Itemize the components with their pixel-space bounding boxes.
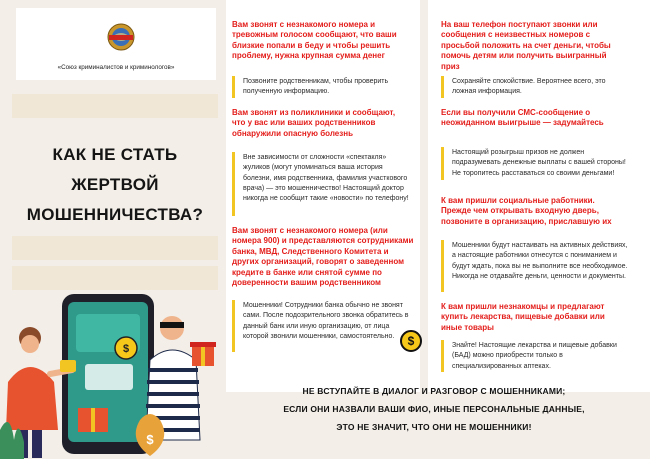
- warning-title: Вам звонят с незнакомого номера и тревожным голосом сообщают, что ваши близкие попали в беду и чтобы решить проблему, нужна крупная сумма денег: [232, 20, 397, 61]
- title-line: ЖЕРТВОЙ: [71, 175, 159, 194]
- warning-title: Вам звонят из поликлиники и сообщают, что у вас или ваших родственников обнаружили опасную болезнь: [232, 108, 396, 138]
- svg-text:$: $: [146, 432, 154, 447]
- warning-title: Вам звонят с незнакомого номера (или номера 900) и представляются сотрудниками банка, МВД, Следственного Комитета и других организаций, говорят о заведенном кредите в банке или снятой сумме по доверенности вашим родственником: [232, 226, 414, 288]
- accent-bar: [441, 340, 444, 372]
- advice-text: Настоящий розыгрыш призов не должен подразумевать денежные выплаты с вашей стороны! Не торопитесь расставаться со своими деньгами!: [452, 149, 626, 177]
- title-line: МОШЕННИЧЕСТВА?: [26, 205, 204, 224]
- gutter: [218, 0, 226, 392]
- logo-box: [16, 8, 216, 80]
- decor-bar: [12, 266, 218, 290]
- svg-text:$: $: [122, 343, 130, 355]
- accent-bar: [441, 147, 444, 180]
- gutter: [420, 0, 428, 392]
- decor-bar: [12, 94, 218, 118]
- warning-title: Если вы получили СМС-сообщение о неожиданном выигрыше — задумайтесь: [441, 108, 604, 128]
- accent-bar: [441, 76, 444, 98]
- advice-text: Мошенники! Сотрудники банка обычно не звонят сами. После подозрительного звонка обратитесь в данный банк или иную организацию, от лица которой звонили мошенники, самостоятельно.: [243, 302, 409, 340]
- page-title: [12, 140, 218, 230]
- advice-text: Знайте! Настоящие лекарства и пищевые добавки (БАД) можно приобрести только в специализированных аптеках.: [452, 342, 617, 370]
- accent-bar: [232, 76, 235, 98]
- dollar-coin-icon: $: [400, 330, 422, 352]
- advice-text: Сохраняйте спокойствие. Вероятнее всего, это ложная информация.: [452, 78, 606, 96]
- warning-title: На ваш телефон поступают звонки или сообщения с неизвестных номеров с просьбой положить на счет деньги, чтобы помочь детям или получить выигранный приз: [441, 20, 611, 71]
- fraud-illustration: [0, 290, 218, 459]
- accent-bar: [232, 152, 235, 216]
- accent-bar: [232, 300, 235, 352]
- organization-caption: «Союз криминалистов и криминологов»: [57, 64, 175, 71]
- advice-text: Позвоните родственникам, чтобы проверить полученную информацию.: [243, 78, 389, 96]
- title-line: КАК НЕ СТАТЬ: [52, 145, 178, 164]
- warning-line: НЕ ВСТУПАЙТЕ В ДИАЛОГ И РАЗГОВОР С МОШЕННИКАМИ;: [302, 386, 566, 396]
- warning-line: ЕСЛИ ОНИ НАЗВАЛИ ВАШИ ФИО, ИНЫЕ ПЕРСОНАЛЬНЫЕ ДАННЫЕ,: [283, 404, 585, 414]
- decor-bar: [12, 236, 218, 260]
- warning-title: К вам пришли незнакомцы и предлагают купить лекарства, пищевые добавки или иные товары: [441, 302, 605, 332]
- advice-text: Вне зависимости от сложности «спектакля» жуликов (могут упоминаться ваша история болезни, имя родственника, фамилия участкового врача) — это мошенничество! Настоящий доктор никогда не сообщит такие «новости» по телефону!: [243, 154, 409, 203]
- accent-bar: [441, 240, 444, 292]
- warning-line: ЭТО НЕ ЗНАЧИТ, ЧТО ОНИ НЕ МОШЕННИКИ!: [336, 422, 532, 432]
- advice-text: Мошенники будут настаивать на активных действиях, а настоящие работники отнесутся с пониманием и будут ждать, пока вы не выполните все необходимое. Никогда не отдавайте деньги, ценности и документы.: [452, 242, 628, 280]
- left-panel: [0, 0, 218, 459]
- organization-logo: [106, 22, 136, 52]
- warning-title: К вам пришли социальные работники. Прежде чем открывать входную дверь, позвоните в организацию, приславшую их: [441, 196, 612, 226]
